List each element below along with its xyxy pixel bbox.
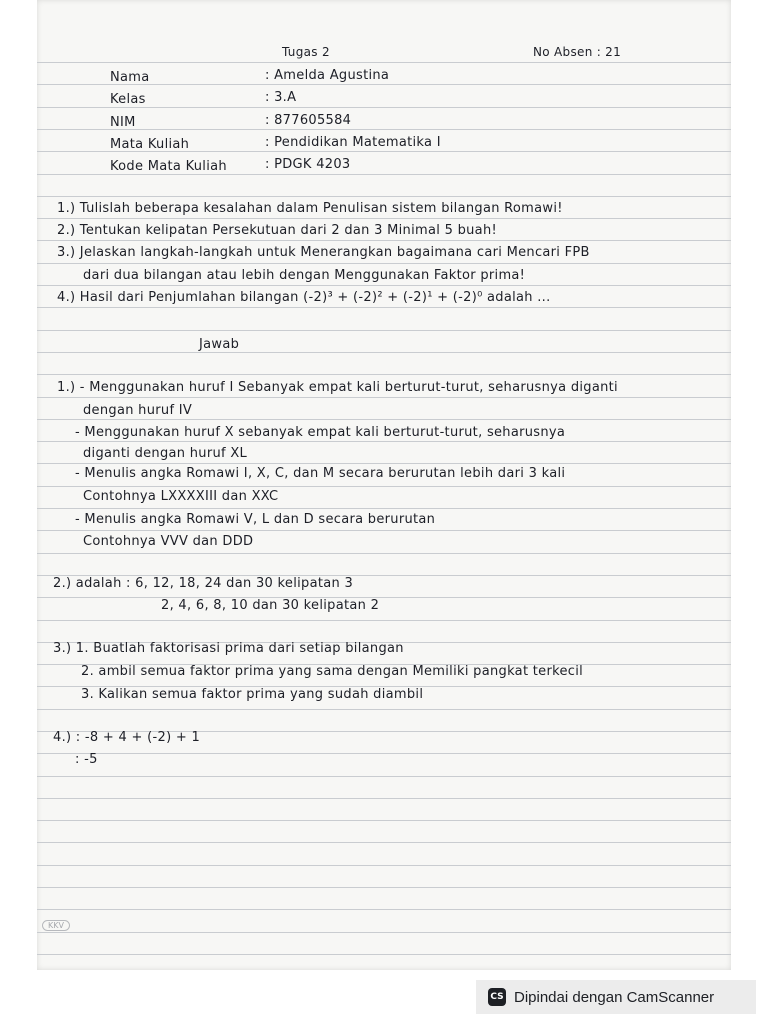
label-nama: Nama	[110, 70, 150, 85]
ruled-line	[37, 865, 731, 866]
answer-line: - Menulis angka Romawi V, L dan D secara berurutan	[75, 512, 436, 527]
ruled-line	[37, 909, 731, 910]
ruled-line	[37, 352, 731, 353]
value-nama: : Amelda Agustina	[265, 68, 390, 83]
ruled-line	[37, 374, 731, 375]
question-3: 3.) Jelaskan langkah-langkah untuk Menerangkan bagaimana cari Mencari FPB	[57, 245, 590, 260]
ruled-line	[37, 240, 731, 241]
ruled-line	[37, 553, 731, 554]
value-mata-kuliah: : Pendidikan Matematika I	[265, 135, 441, 150]
ruled-line	[37, 932, 731, 933]
ruled-line	[37, 397, 731, 398]
ruled-line	[37, 954, 731, 955]
ruled-line	[37, 263, 731, 264]
label-kode-mata-kuliah: Kode Mata Kuliah	[110, 159, 227, 174]
question-3-cont: dari dua bilangan atau lebih dengan Menggunakan Faktor prima!	[83, 268, 526, 283]
ruled-line	[37, 887, 731, 888]
ruled-line	[37, 196, 731, 197]
answer-line: 1.) - Menggunakan huruf I Sebanyak empat kali berturut-turut, seharusnya diganti	[57, 380, 618, 395]
question-2: 2.) Tentukan kelipatan Persekutuan dari 2 dan 3 Minimal 5 buah!	[57, 223, 497, 238]
ruled-line	[37, 798, 731, 799]
answer-line: 4.) : -8 + 4 + (-2) + 1	[53, 730, 201, 745]
label-mata-kuliah: Mata Kuliah	[110, 137, 190, 152]
answer-line: Contohnya VVV dan DDD	[83, 534, 254, 549]
answer-line: 2, 4, 6, 8, 10 dan 30 kelipatan 2	[161, 598, 380, 613]
ruled-line	[37, 330, 731, 331]
ruled-line	[37, 285, 731, 286]
answer-line: 2. ambil semua faktor prima yang sama dengan Memiliki pangkat terkecil	[81, 664, 584, 679]
ruled-line	[37, 419, 731, 420]
value-kode-mata-kuliah: : PDGK 4203	[265, 157, 351, 172]
answer-heading: Jawab	[199, 337, 240, 352]
label-kelas: Kelas	[110, 92, 146, 107]
absen-number: No Absen : 21	[533, 45, 622, 59]
ruled-line	[37, 776, 731, 777]
answer-line: 3. Kalikan semua faktor prima yang sudah diambil	[81, 687, 424, 702]
ruled-line	[37, 62, 731, 63]
answer-line: Contohnya LXXXXIII dan XXC	[83, 489, 279, 504]
ruled-line	[37, 709, 731, 710]
ruled-line	[37, 842, 731, 843]
page-title: Tugas 2	[282, 45, 330, 59]
watermark-text: Dipindai dengan CamScanner	[514, 988, 715, 1006]
answer-line: dengan huruf IV	[83, 403, 193, 418]
ruled-line	[37, 508, 731, 509]
answer-line: 2.) adalah : 6, 12, 18, 24 dan 30 kelipatan 3	[53, 576, 354, 591]
camscanner-logo-icon: CS	[488, 988, 506, 1006]
answer-line: - Menulis angka Romawi I, X, C, dan M secara berurutan lebih dari 3 kali	[75, 466, 566, 481]
ruled-line	[37, 486, 731, 487]
question-4: 4.) Hasil dari Penjumlahan bilangan (-2)³ + (-2)² + (-2)¹ + (-2)⁰ adalah ...	[57, 290, 551, 305]
value-kelas: : 3.A	[265, 90, 297, 105]
question-1: 1.) Tulislah beberapa kesalahan dalam Penulisan sistem bilangan Romawi!	[57, 201, 563, 216]
ruled-line	[37, 820, 731, 821]
ruled-line	[37, 174, 731, 175]
ruled-line	[37, 218, 731, 219]
ruled-line	[37, 441, 731, 442]
answer-line: 3.) 1. Buatlah faktorisasi prima dari setiap bilangan	[53, 641, 404, 656]
notebook-brand-mark: KKV	[42, 920, 70, 931]
ruled-line	[37, 597, 731, 598]
ruled-line	[37, 307, 731, 308]
value-nim: : 877605584	[265, 113, 352, 128]
answer-line: diganti dengan huruf XL	[83, 446, 248, 461]
ruled-line	[37, 129, 731, 130]
notebook-page	[37, 0, 731, 970]
ruled-line	[37, 620, 731, 621]
ruled-line	[37, 530, 731, 531]
answer-line: - Menggunakan huruf X sebanyak empat kali berturut-turut, seharusnya	[75, 425, 566, 440]
ruled-line	[37, 463, 731, 464]
answer-line: : -5	[75, 752, 98, 767]
ruled-line	[37, 753, 731, 754]
label-nim: NIM	[110, 115, 136, 130]
ruled-line	[37, 107, 731, 108]
camscanner-watermark	[476, 980, 756, 1014]
